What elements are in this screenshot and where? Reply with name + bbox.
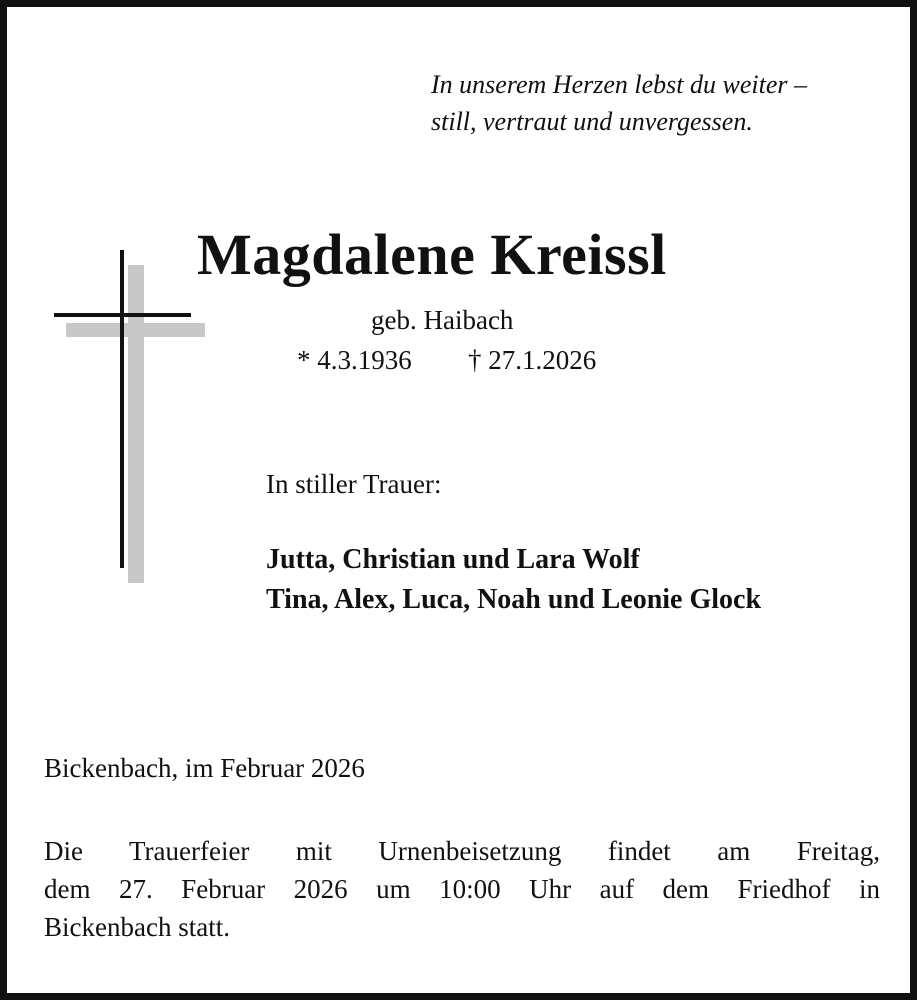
deceased-name: Magdalene Kreissl	[197, 222, 667, 287]
service-line: dem 27. Februar 2026 um 10:00 Uhr auf dem Friedhof in	[44, 874, 880, 904]
funeral-service-note	[44, 832, 880, 946]
service-line: Die Trauerfeier mit Urnenbeisetzung findet am Freitag,	[44, 836, 880, 866]
maiden-name: geb. Haibach	[371, 305, 514, 335]
motto-line-2: still, vertraut und unvergessen.	[431, 107, 753, 136]
memorial-motto	[431, 66, 891, 140]
place-and-date: Bickenbach, im Februar 2026	[44, 753, 365, 783]
cross-line-horizontal	[54, 313, 191, 317]
motto-line-1: In unserem Herzen lebst du weiter –	[431, 70, 807, 99]
mourner-family: Jutta, Christian und Lara Wolf	[266, 544, 640, 575]
cross-line-vertical	[120, 250, 124, 568]
mourners-list	[266, 540, 761, 620]
service-line: Bickenbach statt.	[44, 912, 230, 942]
cross-shadow-horizontal	[66, 323, 205, 337]
mourner-family: Tina, Alex, Luca, Noah und Leonie Glock	[266, 584, 762, 615]
birth-date: * 4.3.1936	[297, 345, 412, 375]
death-date: † 27.1.2026	[468, 345, 597, 375]
mourning-intro: In stiller Trauer:	[266, 469, 442, 499]
